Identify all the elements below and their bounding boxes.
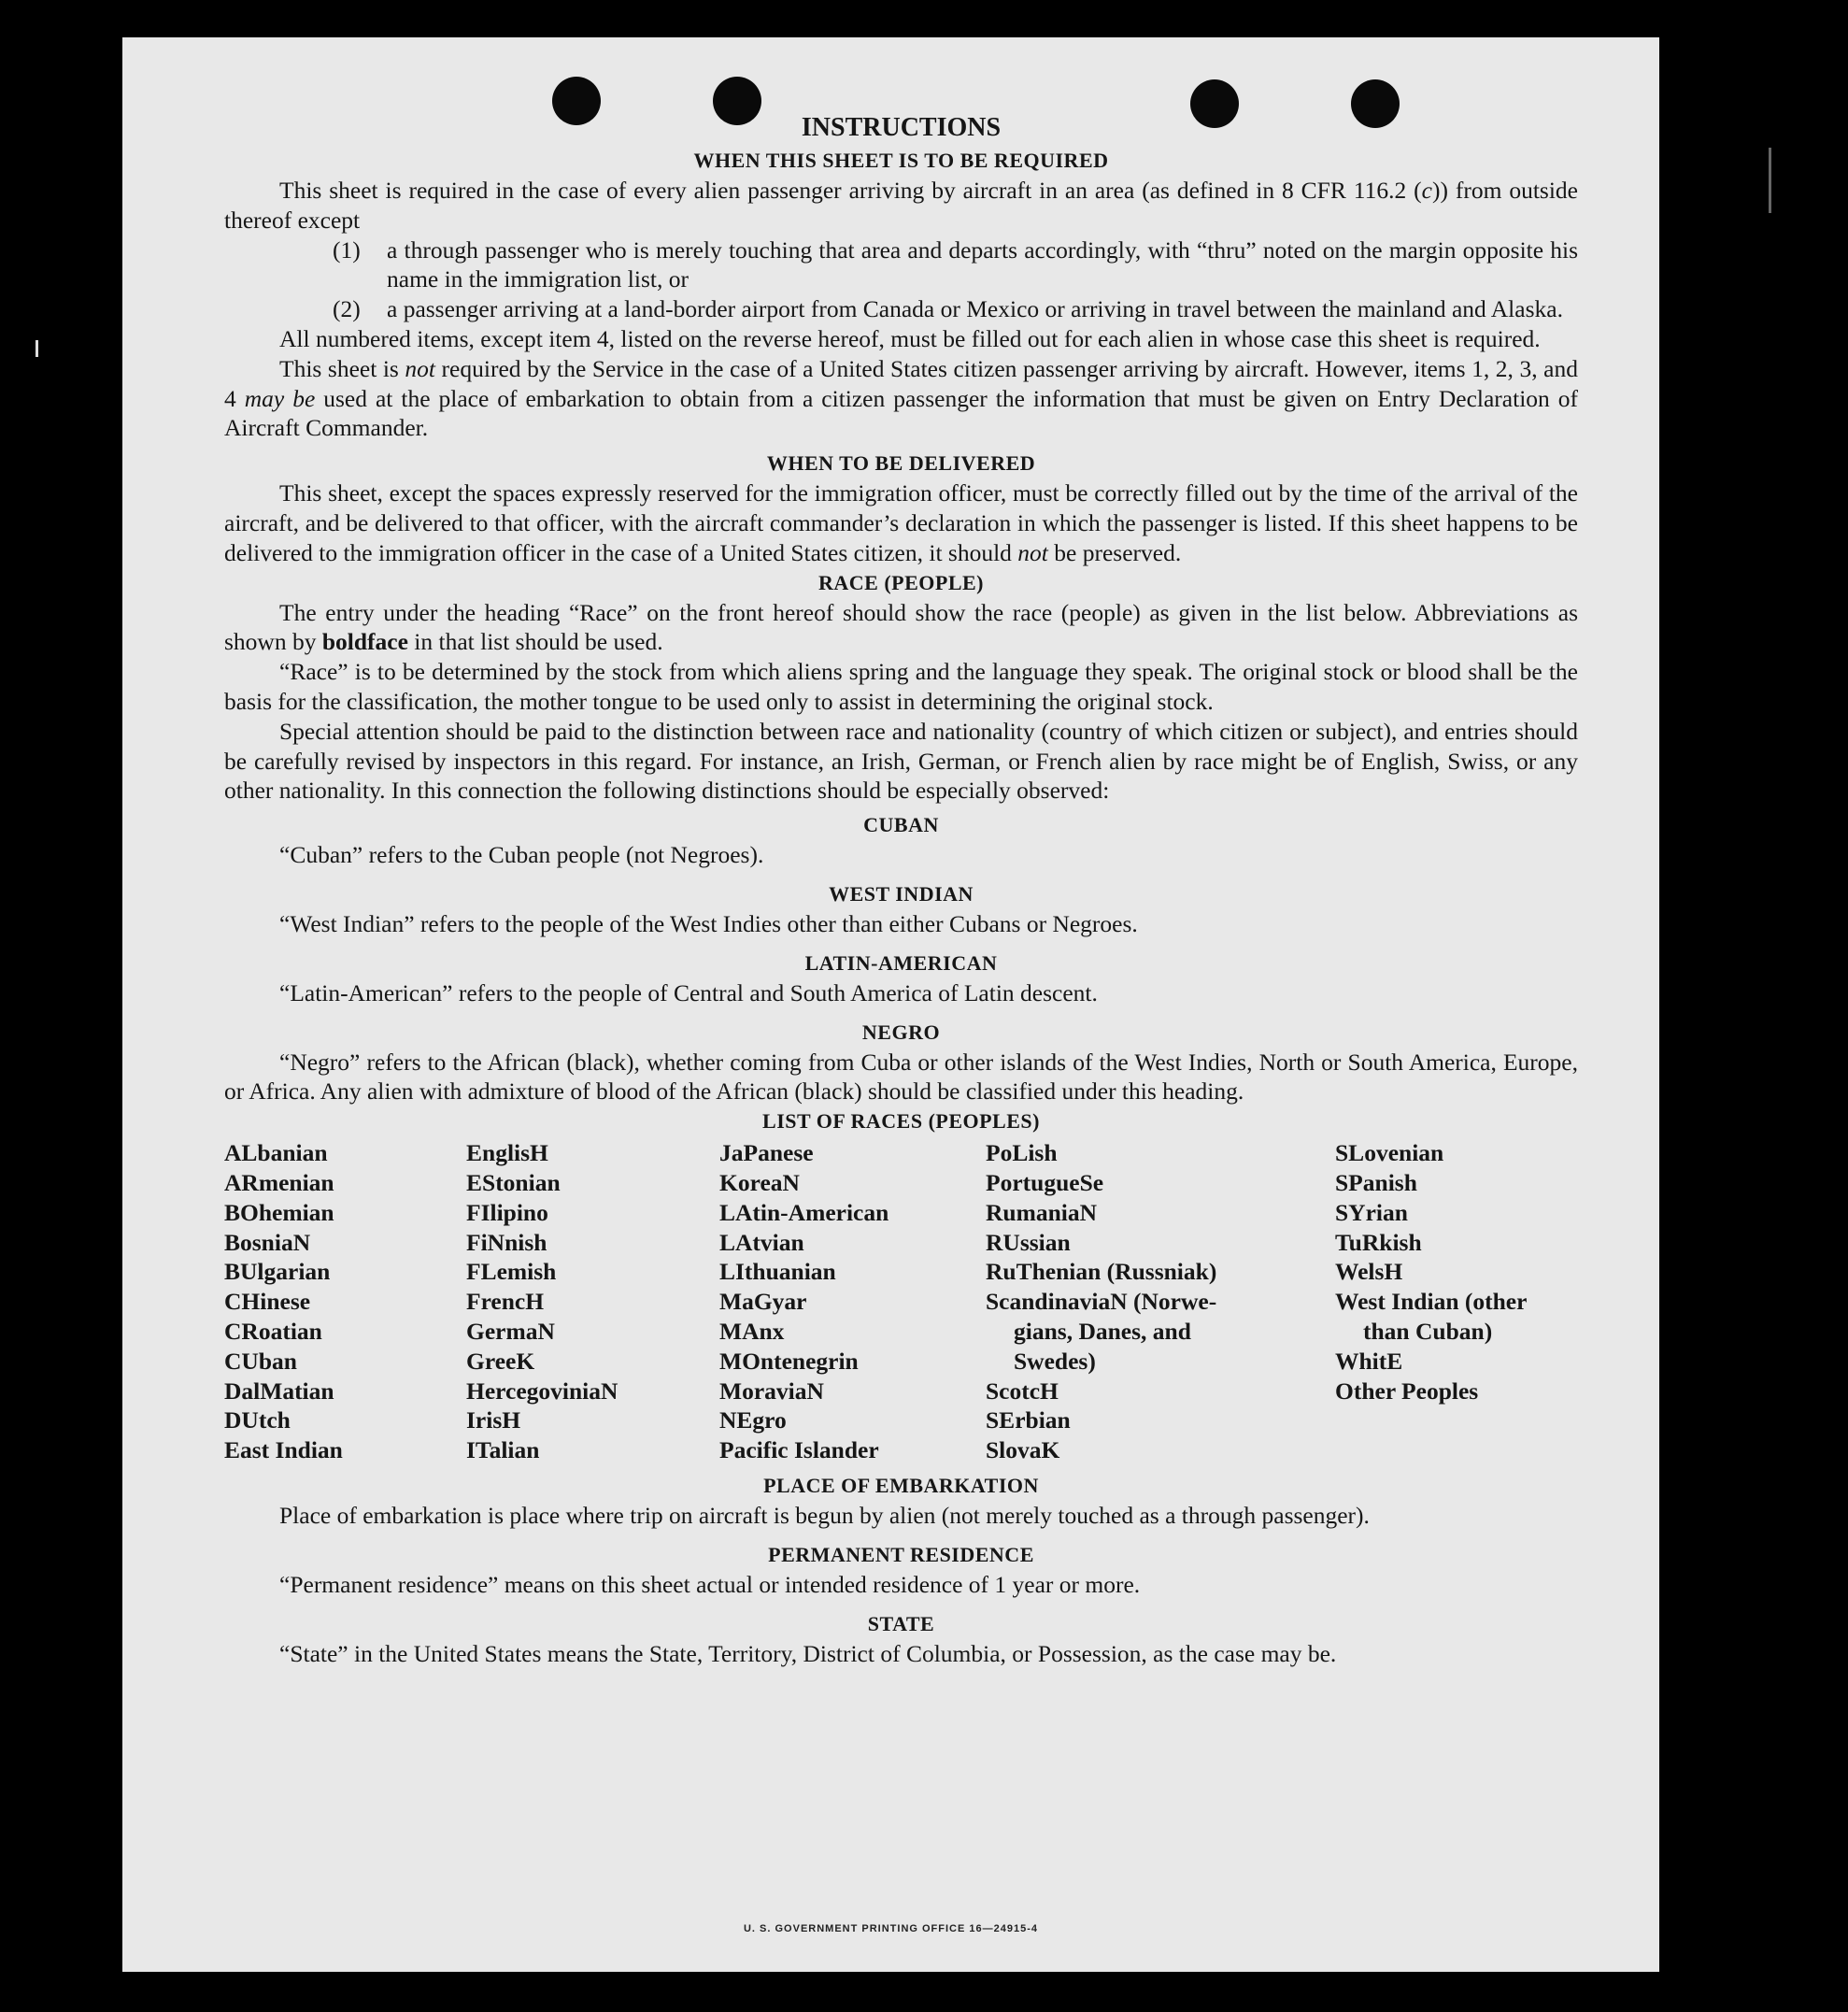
race-entry: EStonian bbox=[466, 1168, 561, 1196]
race-entry: HercegoviniaN bbox=[466, 1377, 618, 1405]
instructions-content bbox=[224, 110, 1578, 1669]
definition-text: “Latin-American” refers to the people of Central and South America of Latin descent. bbox=[279, 978, 1098, 1006]
scan-artifact bbox=[36, 340, 38, 357]
exception-item: (1) a through passenger who is merely touching that area and departs accordingly, with “thru” noted on the margin opposite his name in the immigration list, or bbox=[333, 235, 1578, 293]
race-entry: CUban bbox=[224, 1347, 297, 1375]
section-heading-when-required: WHEN THIS SHEET IS TO BE REQUIRED bbox=[693, 149, 1109, 172]
race-paragraph-1: The entry under the heading “Race” on the front hereof should show the race (people) as given in the list below. Abbreviations as shown by boldface in that list should be used. bbox=[224, 598, 1578, 656]
race-entry: ScandinaviaN (Norwe- bbox=[986, 1288, 1217, 1316]
section-heading-race: RACE (PEOPLE) bbox=[818, 570, 984, 594]
race-entry: SLovenian bbox=[1335, 1139, 1444, 1167]
list-of-races-heading: LIST OF RACES (PEOPLES) bbox=[762, 1109, 1040, 1134]
race-entry: than Cuban) bbox=[1363, 1317, 1493, 1345]
section-heading-residence: PERMANENT RESIDENCE bbox=[768, 1542, 1034, 1566]
section-heading-state: STATE bbox=[867, 1611, 935, 1635]
race-entry: West Indian (other bbox=[1335, 1288, 1528, 1316]
section-heading-embarkation: PLACE OF EMBARKATION bbox=[763, 1474, 1039, 1498]
race-entry: Pacific Islander bbox=[719, 1436, 879, 1464]
race-entry: ARmenian bbox=[224, 1168, 334, 1196]
race-entry: TuRkish bbox=[1335, 1228, 1422, 1256]
race-entry: SYrian bbox=[1335, 1198, 1408, 1226]
race-paragraph-2: “Race” is to be determined by the stock from which aliens spring and the language they speak. The original stock or blood shall be the basis for the classification, the mother tongue to be used only to assist in determining the original stock. bbox=[224, 658, 1578, 715]
exception-item: (2) a passenger arriving at a land-border airport from Canada or Mexico or arriving in travel between the mainland and Alaska. bbox=[333, 295, 1563, 323]
document-sheet bbox=[122, 37, 1659, 1972]
race-entry: FrencH bbox=[466, 1288, 545, 1316]
state-paragraph: “State” in the United States means the State, Territory, District of Columbia, or Possession, as the case may be. bbox=[279, 1639, 1337, 1667]
race-entry: WhitE bbox=[1335, 1347, 1403, 1375]
residence-paragraph: “Permanent residence” means on this sheet actual or intended residence of 1 year or more. bbox=[279, 1570, 1141, 1598]
race-entry: RuThenian (Russniak) bbox=[986, 1258, 1217, 1286]
race-entry: NEgro bbox=[719, 1406, 787, 1434]
race-entry: SlovaK bbox=[986, 1436, 1060, 1464]
race-entry: GermaN bbox=[466, 1317, 555, 1345]
race-entry: LAtvian bbox=[719, 1228, 804, 1256]
race-entry: gians, Danes, and bbox=[1014, 1317, 1191, 1345]
definition-heading: NEGRO bbox=[861, 1020, 941, 1044]
race-entry: ScotcH bbox=[986, 1377, 1059, 1405]
race-entry: FIlipino bbox=[466, 1198, 548, 1226]
race-entry: EnglisH bbox=[466, 1139, 548, 1167]
race-entry: RUssian bbox=[986, 1228, 1071, 1256]
race-entry: LAtin-American bbox=[719, 1198, 889, 1226]
embarkation-paragraph: Place of embarkation is place where trip on aircraft is begun by alien (not merely touched as a through passenger). bbox=[279, 1502, 1370, 1530]
race-entry: WelsH bbox=[1335, 1258, 1403, 1286]
race-entry: CRoatian bbox=[224, 1317, 322, 1345]
race-entry: FiNnish bbox=[466, 1228, 547, 1256]
definition-heading: CUBAN bbox=[863, 813, 939, 837]
race-entry: DUtch bbox=[224, 1406, 291, 1434]
races-column-5 bbox=[1335, 1138, 1527, 1406]
races-column-3 bbox=[719, 1138, 888, 1465]
race-entry: LIthuanian bbox=[719, 1258, 836, 1286]
page-title: INSTRUCTIONS bbox=[801, 113, 1002, 142]
scan-artifact bbox=[1769, 148, 1771, 213]
race-entry: SPanish bbox=[1335, 1168, 1417, 1196]
definition-heading: WEST INDIAN bbox=[829, 881, 974, 906]
definition-text: “West Indian” refers to the people of the West Indies other than either Cubans or Negroes. bbox=[279, 909, 1138, 937]
when-required-intro: This sheet is required in the case of every alien passenger arriving by aircraft in an area (as defined in 8 CFR 116.2 (c)) from outside thereof except bbox=[224, 177, 1578, 234]
race-entry: Other Peoples bbox=[1335, 1377, 1479, 1405]
race-entry: KoreaN bbox=[719, 1168, 800, 1196]
citizen-paragraph: This sheet is not required by the Service in the case of a United States citizen passenger arriving by aircraft. However, items 1, 2, 3, and 4 may be used at the place of embarkation to obtain from a citizen passenger the information that must be given on Entry Declaration of Aircraft Commander. bbox=[224, 354, 1578, 442]
race-entry: PortugueSe bbox=[986, 1168, 1104, 1196]
races-column-4 bbox=[986, 1138, 1216, 1465]
definition-text: “Cuban” refers to the Cuban people (not Negroes). bbox=[279, 841, 764, 869]
race-entry: MoraviaN bbox=[719, 1377, 824, 1405]
race-entry: GreeK bbox=[466, 1347, 535, 1375]
race-entry: MaGyar bbox=[719, 1288, 807, 1316]
section-heading-when-delivered: WHEN TO BE DELIVERED bbox=[766, 451, 1036, 476]
race-entry: Swedes) bbox=[1014, 1347, 1096, 1375]
race-entry: CHinese bbox=[224, 1288, 311, 1316]
race-entry: RumaniaN bbox=[986, 1198, 1098, 1226]
numbered-items-paragraph: All numbered items, except item 4, listed on the reverse hereof, must be filled out for each alien in whose case this sheet is required. bbox=[279, 324, 1541, 352]
race-entry: ITalian bbox=[466, 1436, 540, 1464]
race-entry: FLemish bbox=[466, 1258, 557, 1286]
race-entry: BosniaN bbox=[224, 1228, 311, 1256]
race-entry: MOntenegrin bbox=[719, 1347, 859, 1375]
race-entry: BOhemian bbox=[224, 1198, 334, 1226]
races-column-2 bbox=[466, 1138, 618, 1465]
list-of-races bbox=[224, 1138, 1578, 1471]
definition-heading: LATIN-AMERICAN bbox=[804, 950, 998, 975]
definition-text: “Negro” refers to the African (black), whether coming from Cuba or other islands of the West Indies, North or South America, Europe, or Africa. Any alien with admixture of blood of the African (black) should be classified under this heading. bbox=[224, 1048, 1578, 1106]
printer-imprint: U. S. GOVERNMENT PRINTING OFFICE 16—24915-4 bbox=[743, 1923, 1038, 1934]
race-entry: JaPanese bbox=[719, 1139, 814, 1167]
race-entry: MAnx bbox=[719, 1317, 785, 1345]
races-column-1 bbox=[224, 1138, 343, 1465]
race-entry: DalMatian bbox=[224, 1377, 334, 1405]
race-entry: IrisH bbox=[466, 1406, 521, 1434]
when-delivered-paragraph: This sheet, except the spaces expressly reserved for the immigration officer, must be correctly filled out by the time of the arrival of the aircraft, and be delivered to that officer, with the aircraft commander’s declaration in which the passenger is listed. If this sheet happens to be delivered to the immigration officer in the case of a United States citizen, it should not be preserved. bbox=[224, 479, 1578, 566]
race-entry: ALbanian bbox=[224, 1139, 328, 1167]
race-entry: East Indian bbox=[224, 1436, 343, 1464]
race-paragraph-3: Special attention should be paid to the distinction between race and nationality (country of which citizen or subject), and entries should be carefully revised by inspectors in this regard. For instance, an Irish, German, or French alien by race might be of English, Swiss, or any other nationality. In this connection the following distinctions should be especially observed: bbox=[224, 717, 1578, 805]
race-entry: PoLish bbox=[986, 1139, 1058, 1167]
race-entry: BUlgarian bbox=[224, 1258, 331, 1286]
race-entry: SErbian bbox=[986, 1406, 1071, 1434]
